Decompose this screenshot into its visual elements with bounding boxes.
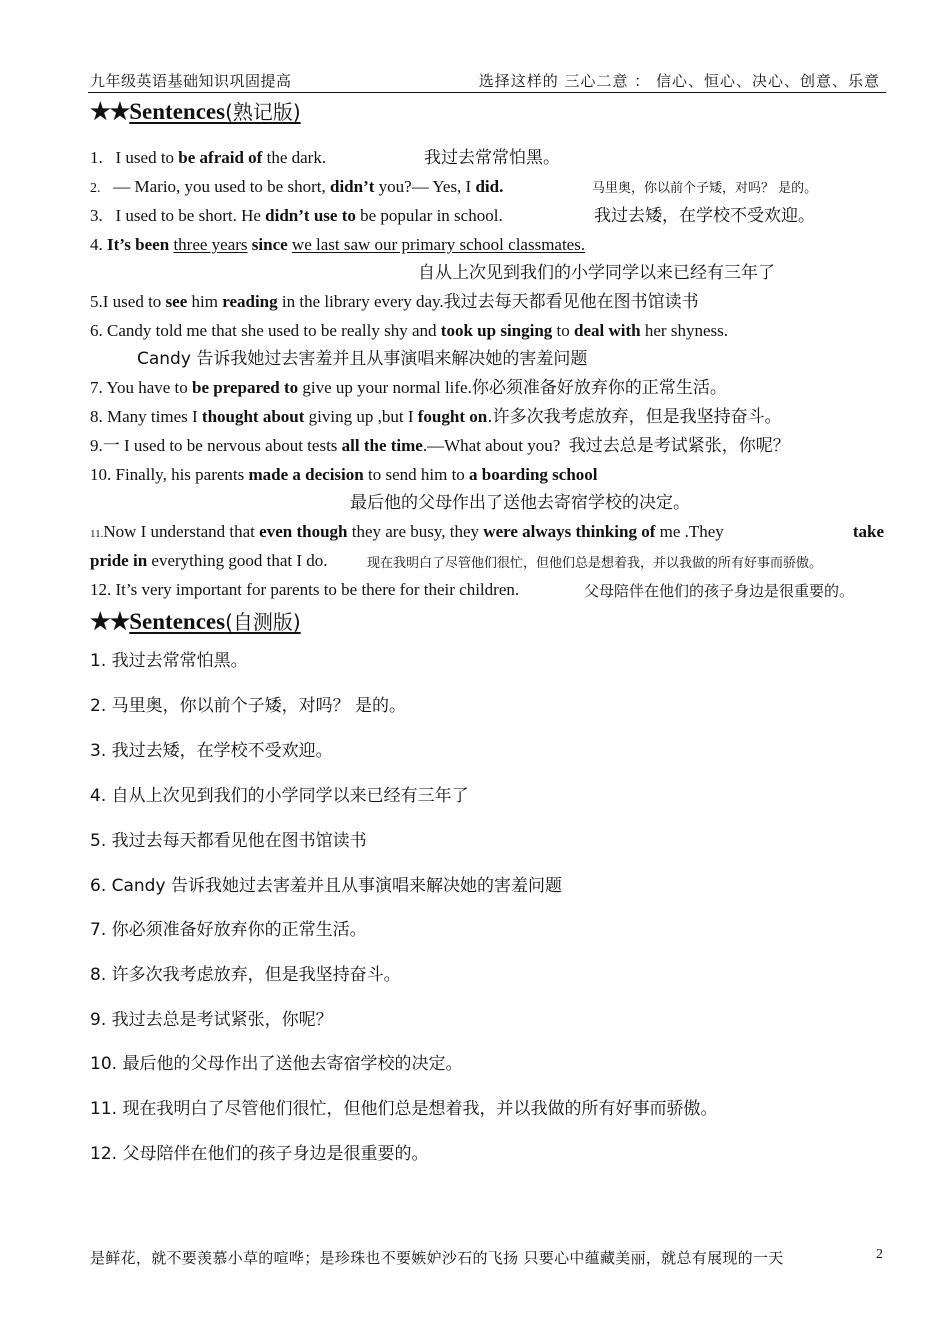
header-title: 九年级英语基础知识巩固提高 [90,72,292,90]
sentence-5: 5.I used to see him reading in the library every day.我过去每天都看见他在图书馆读书 [90,292,699,312]
section-title-word: Sentences [129,609,226,634]
test-item-7: 7. 你必须准备好放弃你的正常生活。 [90,920,367,940]
test-item-9: 9. 我过去总是考试紧张，你呢？ [90,1010,333,1030]
test-item-3: 3. 我过去矮，在学校不受欢迎。 [90,741,333,761]
sentence-8: 8. Many times I thought about giving up ,but I fought on.许多次我考虑放弃，但是我坚持奋斗。 [90,407,782,427]
test-item-11: 11. 现在我明白了尽管他们很忙，但他们总是想着我，并以我做的所有好事而骄傲。 [90,1099,718,1119]
sentence-2: 2. — Mario, you used to be short, didn’t you?— Yes, I did. 马里奥，你以前个子矮，对吗？ 是的。 [90,176,503,200]
sentence-12: 12. It’s very important for parents to be there for their children. 父母陪伴在他们的孩子身边是很重要的。 [90,580,855,600]
sentence-9: 9.一 I used to be nervous about tests all the time.—What about you? 我过去总是考试紧张，你呢？ [90,436,790,456]
test-item-2: 2. 马里奥，你以前个子矮，对吗？ 是的。 [90,696,407,716]
test-item-8: 8. 许多次我考虑放弃，但是我坚持奋斗。 [90,965,401,985]
test-item-4: 4. 自从上次见到我们的小学同学以来已经有三年了 [90,786,469,806]
sentence-3-translation: 我过去矮，在学校不受欢迎。 [594,206,815,226]
test-item-5: 5. 我过去每天都看见他在图书馆读书 [90,831,367,851]
sentence-11: 11.Now I understand that even though they are busy, they were always thinking of me .They take [90,522,884,541]
sentence-1-translation: 我过去常常怕黑。 [424,148,560,168]
section-title-memorize [90,96,301,125]
test-item-6: 6. Candy 告诉我她过去害羞并且从事演唱来解决她的害羞问题 [90,876,562,896]
sentence-8-translation: .许多次我考虑放弃，但是我坚持奋斗。 [487,407,782,427]
sentence-10-translation: 最后他的父母作出了送他去寄宿学校的决定。 [350,493,690,513]
sentence-3: 3. I used to be short. He didn’t use to be popular in school. 我过去矮，在学校不受欢迎。 [90,206,815,226]
test-item-1: 1. 我过去常常怕黑。 [90,651,248,671]
sentence-5-translation: 我过去每天都看见他在图书馆读书 [443,292,699,312]
section-title-word: Sentences [129,99,226,124]
sentence-6: 6. Candy told me that she used to be really shy and took up singing to deal with her shyness. [90,321,728,340]
sentence-7-translation: 你必须准备好放弃你的正常生活。 [471,378,727,398]
test-item-10: 10. 最后他的父母作出了送他去寄宿学校的决定。 [90,1054,463,1074]
sentence-11-translation: 现在我明白了尽管他们很忙，但他们总是想着我，并以我做的所有好事而骄傲。 [367,556,823,571]
star-icons: ★★ [90,99,130,124]
sentence-4: 4. It’s been three years since we last saw our primary school classmates. [90,235,586,254]
sentence-4-translation: 自从上次见到我们的小学同学以来已经有三年了 [418,263,775,283]
header-motto: 选择这样的 三心二意 ： 信心、恒心、决心、创意、乐意 [478,72,880,90]
sentence-7: 7. You have to be prepared to give up your normal life.你必须准备好放弃你的正常生活。 [90,378,727,398]
page-number: 2 [876,1247,883,1262]
sentence-11-cont: pride in everything good that I do. 现在我明白了尽管他们很忙，但他们总是想着我，并以我做的所有好事而骄傲。 [90,550,328,572]
sentence-12-translation: 父母陪伴在他们的孩子身边是很重要的。 [584,582,855,600]
footer-motto: 是鲜花，就不要羡慕小草的喧哗；是珍珠也不要嫉妒沙石的飞扬 只要心中蕴藏美丽，就总有展现的一天 [90,1249,784,1267]
page-header [88,68,886,93]
sentence-2-translation: 马里奥，你以前个子矮，对吗？ 是的。 [592,181,818,196]
section-title-note: (熟记版) [225,100,301,124]
star-icons: ★★ [90,609,130,634]
test-item-12: 12. 父母陪伴在他们的孩子身边是很重要的。 [90,1144,429,1164]
section-title-note: (自测版) [225,610,301,634]
sentence-6-translation: Candy 告诉我她过去害羞并且从事演唱来解决她的害羞问题 [137,349,588,369]
section-title-self-test [90,606,301,635]
sentence-1: 1. I used to be afraid of the dark. 我过去常常怕黑。 [90,148,560,168]
sentence-10: 10. Finally, his parents made a decision to send him to a boarding school [90,465,598,484]
sentence-9-translation: 我过去总是考试紧张，你呢？ [568,436,790,456]
